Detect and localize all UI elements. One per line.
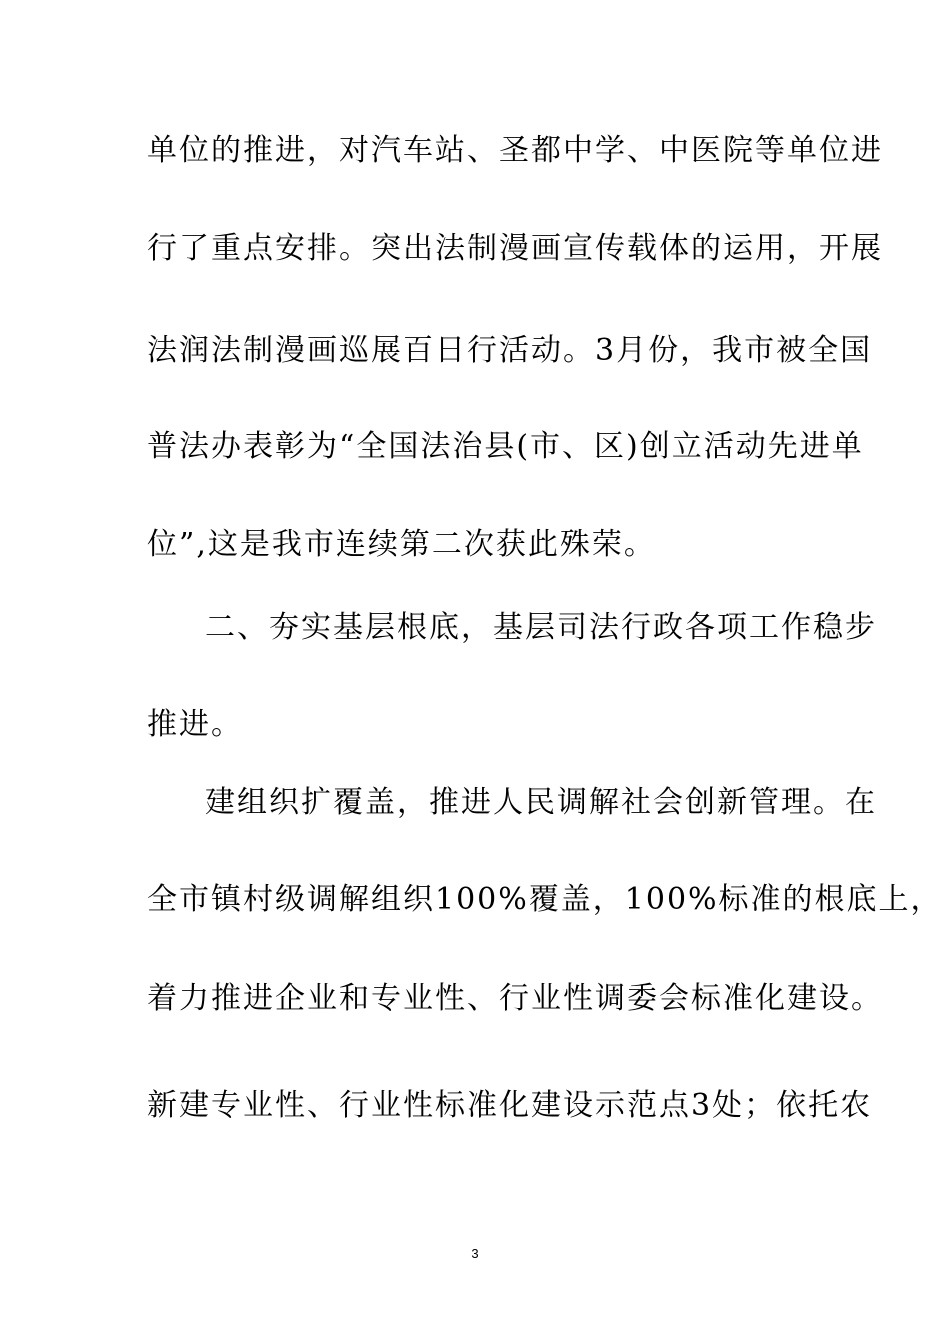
text-line-7: 推进。 (147, 707, 243, 742)
text-line-2: 行了重点安排。突出法制漫画宣传载体的运用，开展 (147, 231, 883, 266)
text-line-3: 法润法制漫画巡展百日行活动。3月份，我市被全国 (147, 333, 873, 368)
text-line-4: 普法办表彰为“全国法治县(市、区)创立活动先进单 (147, 429, 864, 464)
paragraph-start-line: 建组织扩覆盖，推进人民调解社会创新管理。在 (205, 785, 877, 820)
text-line-1: 单位的推进，对汽车站、圣都中学、中医院等单位进 (147, 133, 883, 168)
page-number: 3 (471, 1246, 479, 1261)
text-line-9: 全市镇村级调解组织100%覆盖，100%标准的根底上， (147, 882, 943, 917)
section-heading-2: 二、夯实基层根底，基层司法行政各项工作稳步 (205, 610, 877, 645)
text-line-11: 新建专业性、行业性标准化建设示范点3处；依托农 (147, 1088, 873, 1123)
text-line-5: 位”,这是我市连续第二次获此殊荣。 (147, 527, 656, 562)
text-line-10: 着力推进企业和专业性、行业性调委会标准化建设。 (147, 981, 883, 1016)
